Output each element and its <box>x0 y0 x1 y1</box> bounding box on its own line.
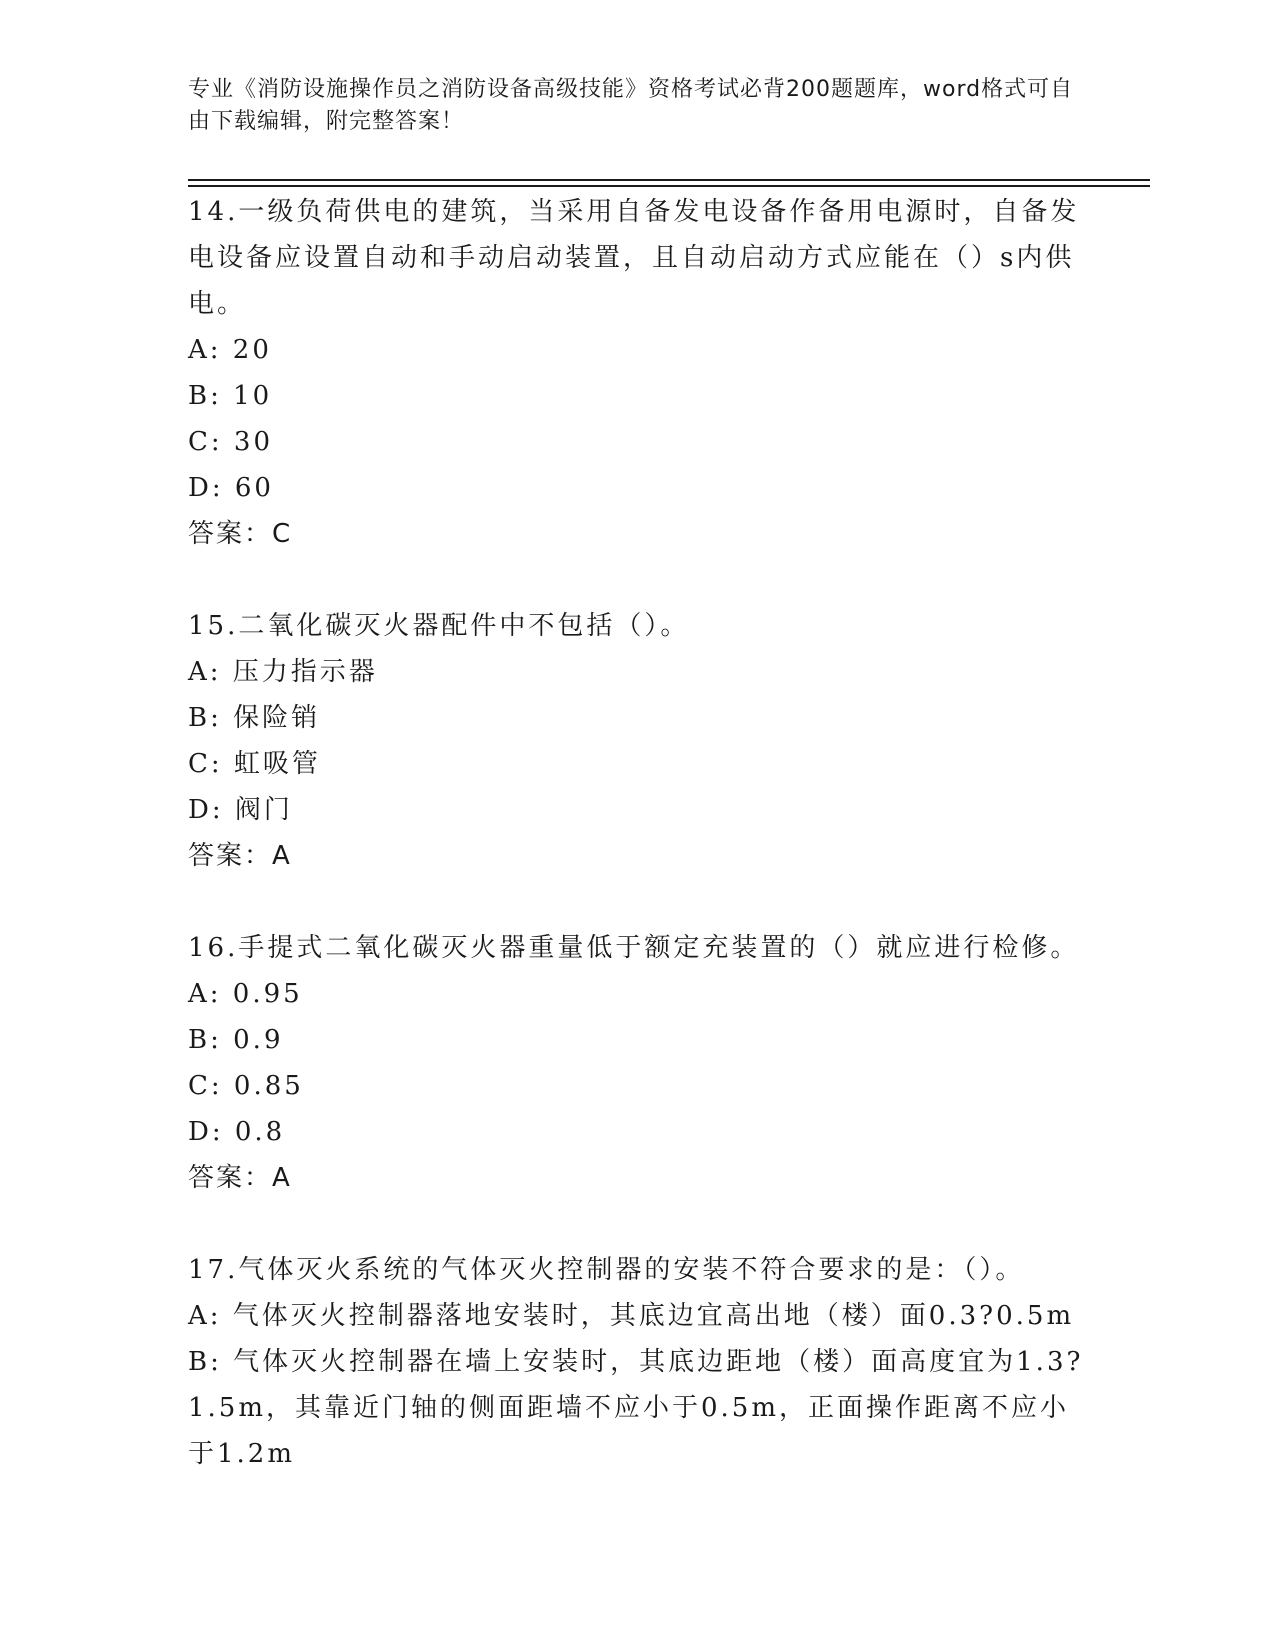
option-a: A: 20 <box>188 335 272 365</box>
question-16 <box>188 925 1088 1201</box>
question-text: 16.手提式二氧化碳灭火器重量低于额定充装置的（）就应进行检修。 <box>188 933 1080 963</box>
answer-line: 答案：A <box>188 1163 292 1193</box>
option-a: A: 压力指示器 <box>188 657 378 687</box>
question-text: 17.气体灭火系统的气体灭火控制器的安装不符合要求的是：（）。 <box>188 1255 1025 1285</box>
header-rule-bottom <box>188 185 1150 187</box>
option-a: A: 气体灭火控制器落地安装时，其底边宜高出地（楼）面0.3?0.5m <box>188 1301 1075 1331</box>
question-text: 14.一级负荷供电的建筑，当采用自备发电设备作备用电源时，自备发电设备应设置自动和手动启动装置，且自动启动方式应能在（）s内供电。 <box>188 197 1080 319</box>
option-a: A: 0.95 <box>188 979 303 1009</box>
option-d: D: 0.8 <box>188 1117 286 1147</box>
option-c: C: 0.85 <box>188 1071 304 1101</box>
option-b: B: 气体灭火控制器在墙上安装时，其底边距地（楼）面高度宜为1.3?1.5m，其靠近门轴的侧面距墙不应小于0.5m，正面操作距离不应小于1.2m <box>188 1347 1084 1469</box>
option-d: D: 阀门 <box>188 795 293 825</box>
option-b: B: 0.9 <box>188 1025 284 1055</box>
option-c: C: 30 <box>188 427 274 457</box>
question-17 <box>188 1247 1088 1477</box>
question-spacer <box>188 557 1088 603</box>
option-b: B: 保险销 <box>188 703 321 733</box>
question-14 <box>188 189 1088 557</box>
answer-line: 答案：C <box>188 519 293 549</box>
option-b: B: 10 <box>188 381 273 411</box>
question-list <box>188 189 1088 1477</box>
header-rule-top <box>188 179 1150 181</box>
document-header: 专业《消防设施操作员之消防设备高级技能》资格考试必背200题题库，word格式可自由下载编辑，附完整答案！ <box>188 77 1074 134</box>
option-d: D: 60 <box>188 473 274 503</box>
question-spacer <box>188 1201 1088 1247</box>
answer-line: 答案：A <box>188 841 292 871</box>
question-15 <box>188 603 1088 879</box>
question-text: 15.二氧化碳灭火器配件中不包括（）。 <box>188 611 690 641</box>
option-c: C: 虹吸管 <box>188 749 321 779</box>
question-spacer <box>188 879 1088 925</box>
